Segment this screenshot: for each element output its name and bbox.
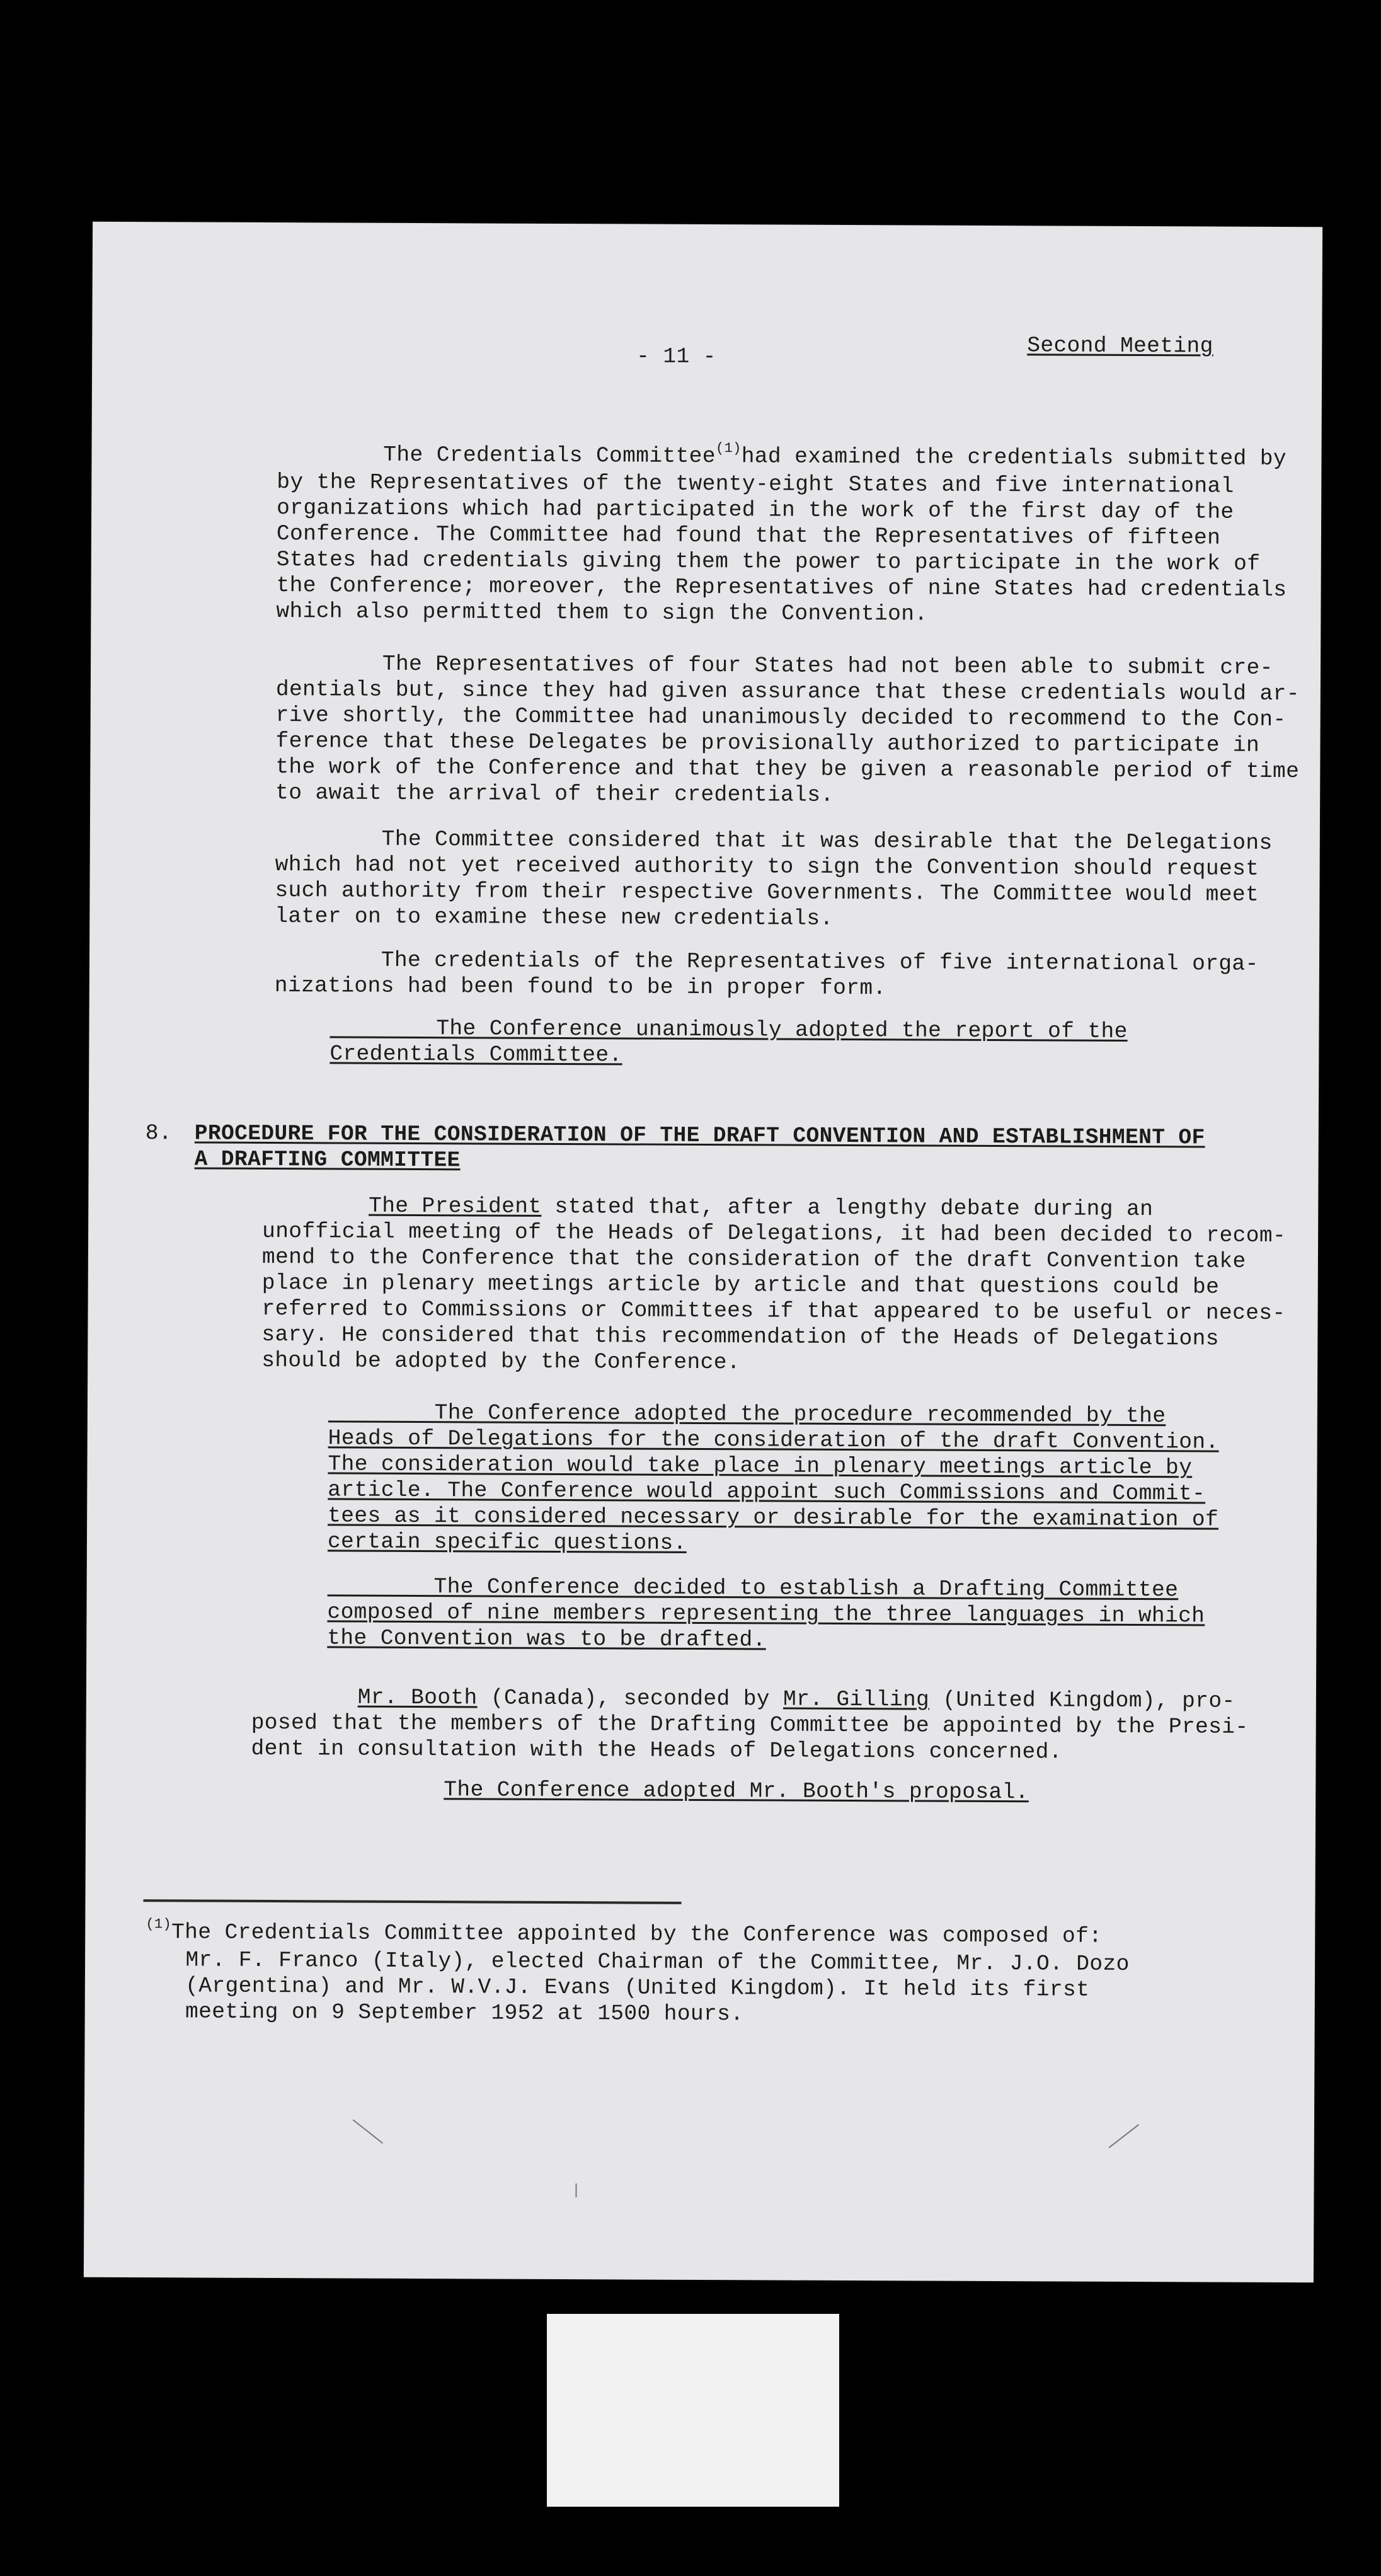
- booth-decision: The Conference adopted Mr. Booth's proposal.: [444, 1778, 1029, 1805]
- footnote-separator: [143, 1899, 681, 1904]
- speaker-president: The President: [369, 1193, 542, 1219]
- footnote: $^{(1)}$The Credentials Committee appointed by the Conference was composed of: Mr. F. Franco (Italy), elected Chairman of the Committee, Mr. J.O. Dozo (Argentina) and Mr. W.V.J. Evans (United Kingdom). It held its first meeting on 9 September 1952 at 1500 hours.: [146, 1916, 1130, 2027]
- credentials-paragraph-3: The Committee considered that it was desirable that the Delegations which had not yet received authority to sign the Convention should request such authority from their respective Governments. The Committee would meet later on to examine these new credentials.: [275, 827, 1273, 931]
- speaker-booth: Mr. Booth: [357, 1685, 478, 1711]
- speaker-gilling: Mr. Gilling: [782, 1687, 930, 1713]
- document-sheet: [84, 222, 1322, 2282]
- meeting-label: Second Meeting: [1027, 333, 1213, 359]
- procedure-decision: The Conference adopted the procedure recommended by the Heads of Delegations for the consideration of the draft Convention. The consideration would take place in plenary meetings article by article. The Conference would appoint such Commissions and Commit- tees as it considered necessary or desirable for the examination of certain specific questions.: [327, 1400, 1219, 1556]
- credentials-paragraph-1: The Credentials Committee$^{(1)}$had examined the credentials submitted by by the Representatives of the twenty-eight States and five international organizations which had participated in the work of the first day of the Conference. The Committee had found that the Representatives of fifteen States had credentials giving them the power to participate in the work of the Conference; moreover, the Representatives of nine States had credentials which also permitted them to sign the Convention.: [276, 440, 1287, 627]
- drafting-committee-decision: The Conference decided to establish a Drafting Committee composed of nine members representing the three languages in which the Convention was to be drafted.: [327, 1574, 1205, 1653]
- president-statement: The President stated that, after a lengthy debate during an unofficial meeting of the Heads of Delegations, it had been decided to recom- mend to the Conference that the consideration of the draft Convention take place in plenary meetings article by article and that questions could be referred to Commissions or Committees if that appeared to be useful or neces- sary. He considered that this recommendation of the Heads of Delegations should be adopted by the Conference.: [261, 1193, 1286, 1376]
- scan-mark-right: [1109, 2124, 1140, 2148]
- section-heading: PROCEDURE FOR THE CONSIDERATION OF THE DRAFT CONVENTION AND ESTABLISHMENT OF A DRAFTING COMMITTEE: [194, 1121, 1205, 1173]
- booth-proposal: Mr. Booth (Canada), seconded by Mr. Gilling (United Kingdom), pro- posed that the members of the Drafting Committee be appointed by the Presi- dent in consultation with the Heads of Delegations concerned.: [251, 1685, 1249, 1765]
- scan-mark-center: [575, 2183, 576, 2197]
- calibration-card: [547, 2314, 839, 2507]
- section-number: 8.: [145, 1121, 173, 1146]
- credentials-paragraph-2: The Representatives of four States had not been able to submit cre- dentials but, since they had given assurance that these credentials would ar- rive shortly, the Committee had unanimously decided to recommend to the Con- ference that these Delegates be provisionally authorized to participate in the work of the Conference and that they be given a reasonable period of time to await the arrival of their credentials.: [275, 652, 1300, 808]
- footnote-marker: (1): [146, 1916, 172, 1933]
- credentials-paragraph-4: The credentials of the Representatives of five international orga- nizations had been found to be in proper form.: [274, 948, 1259, 1001]
- page-number: - 11 -: [636, 344, 716, 370]
- footnote-reference: (1): [715, 440, 742, 457]
- credentials-decision: The Conference unanimously adopted the report of the Credentials Committee.: [329, 1016, 1128, 1068]
- scan-mark-left: [353, 2119, 383, 2144]
